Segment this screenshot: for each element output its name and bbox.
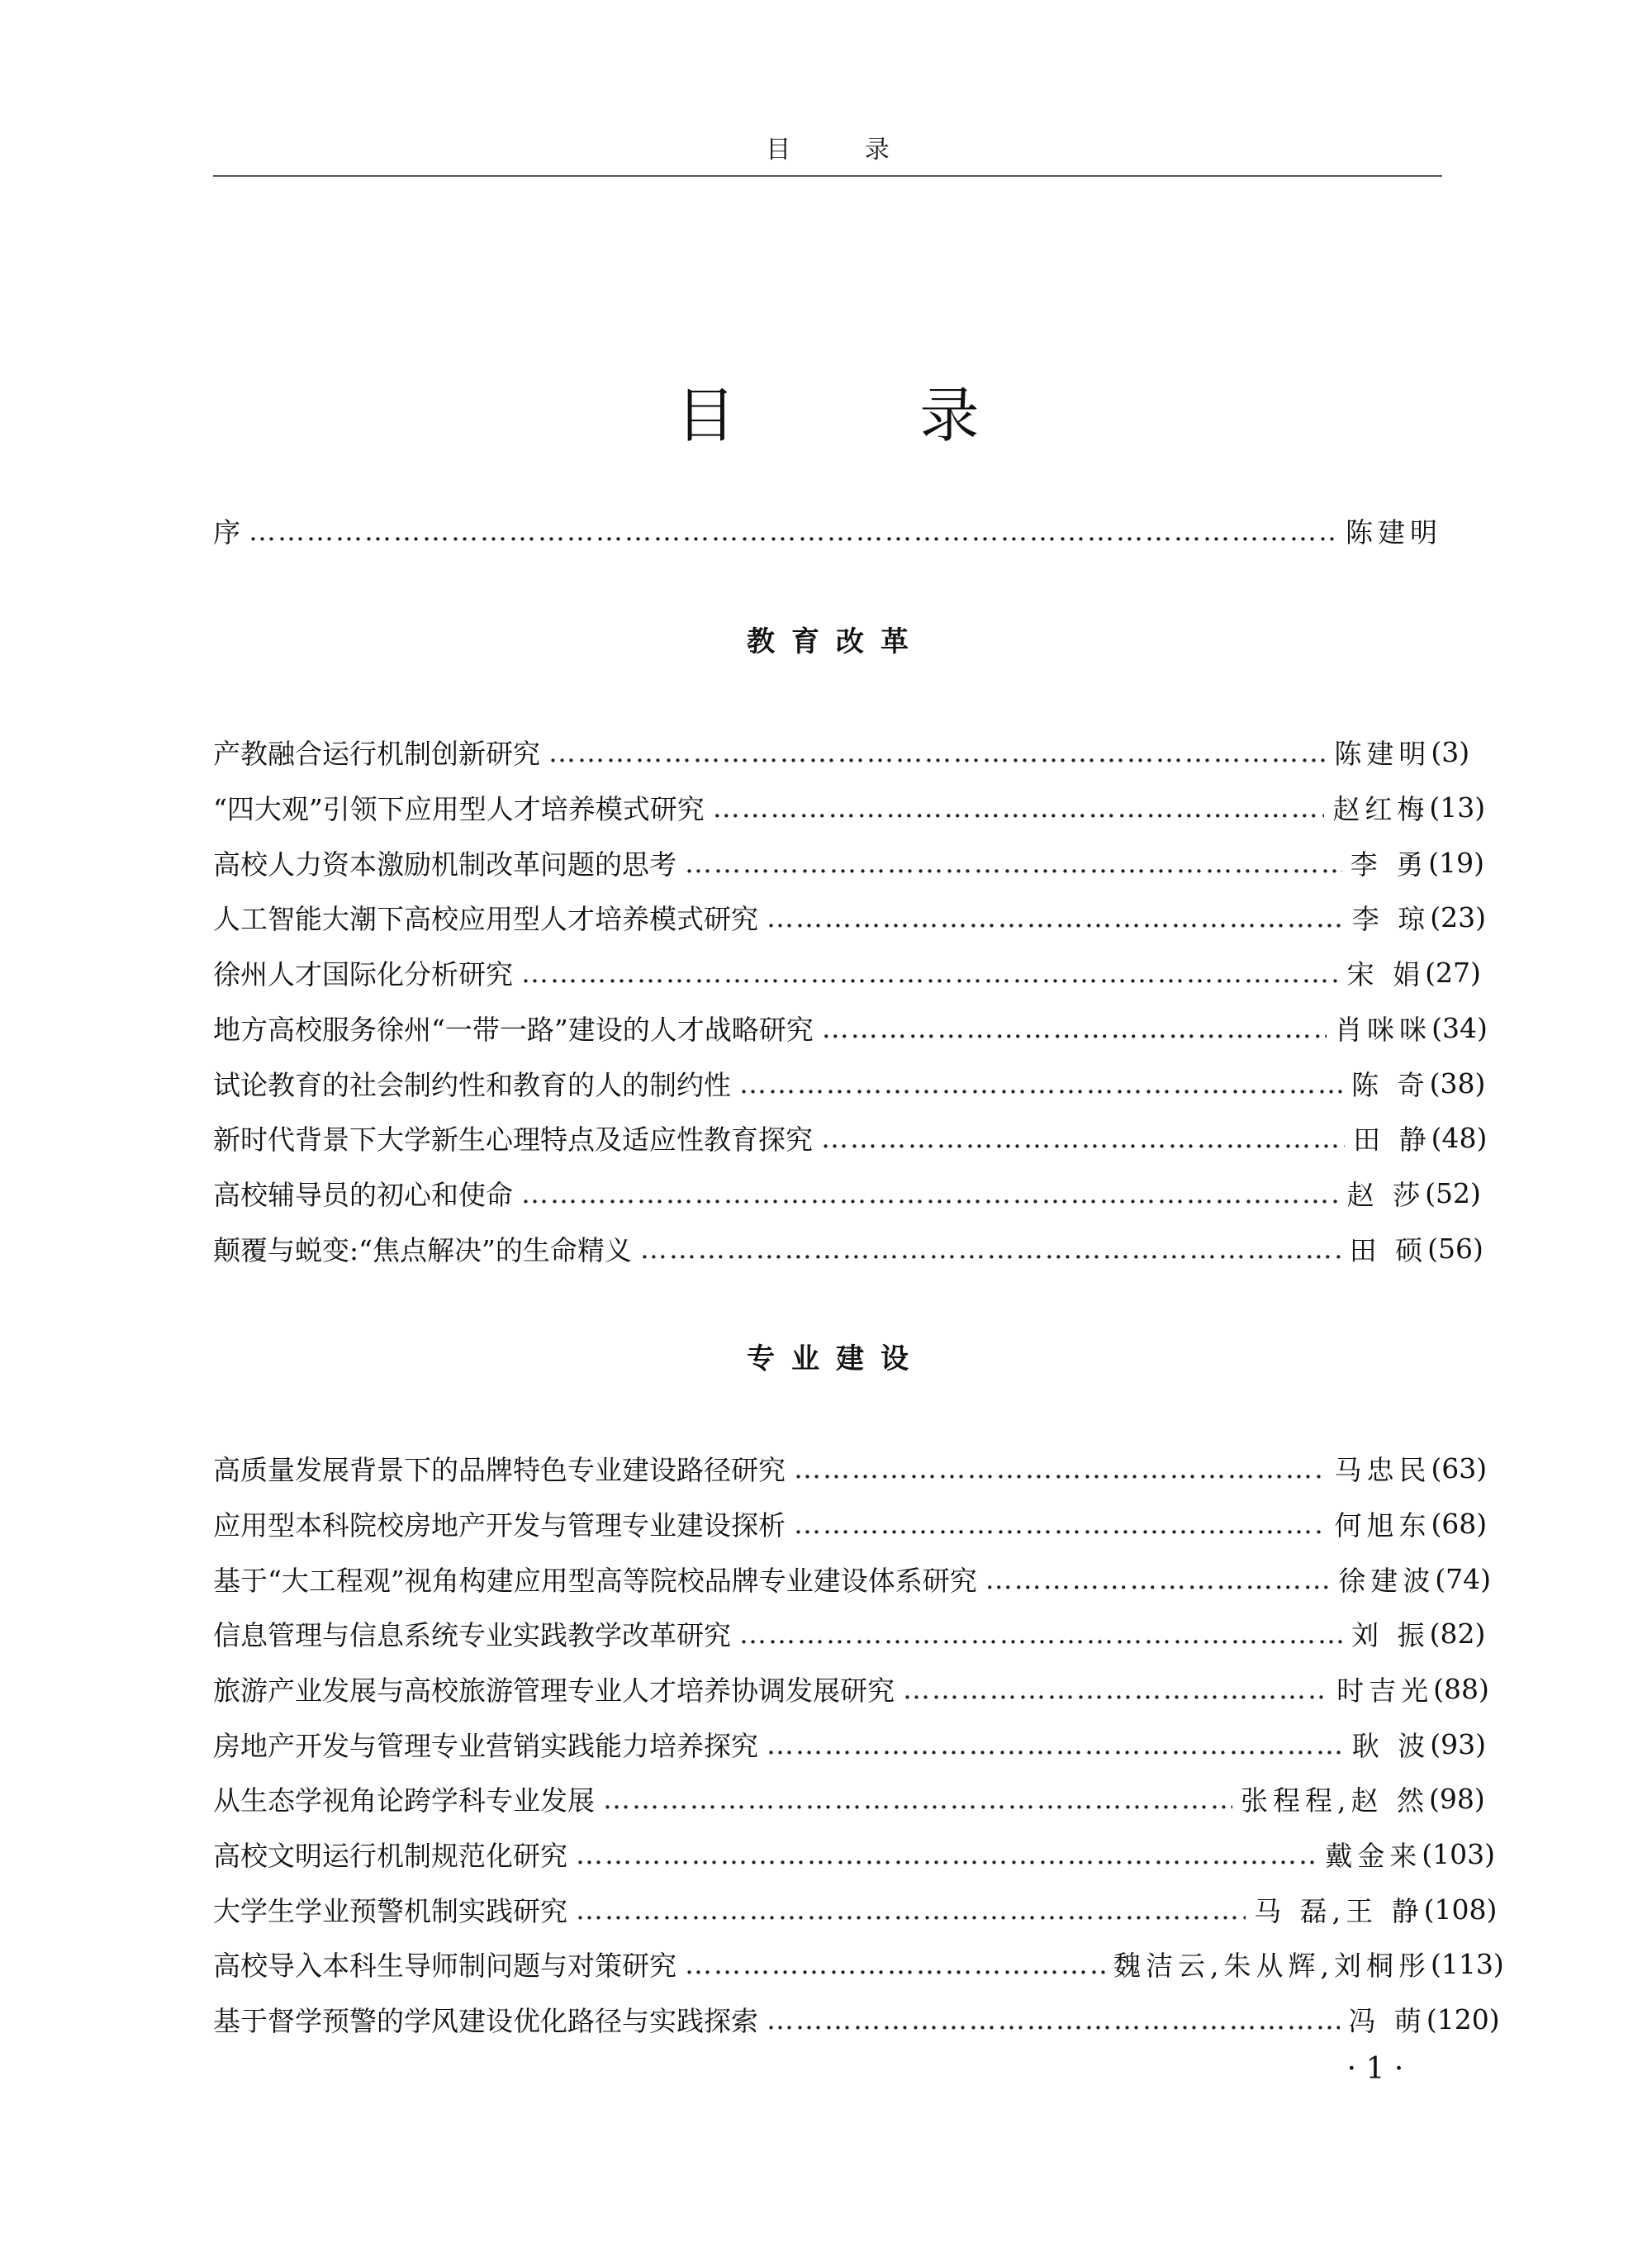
toc-entry-title: 新时代背景下大学新生心理特点及适应性教育探究 — [213, 1123, 813, 1156]
toc-entry[interactable] — [213, 1228, 1483, 1269]
toc-entry[interactable] — [213, 1723, 1487, 1765]
toc-entry-author: 马忠民 — [1334, 1453, 1431, 1486]
toc-entry-title: 房地产开发与管理专业营销实践能力培养探究 — [213, 1729, 758, 1762]
toc-entry[interactable] — [213, 786, 1486, 828]
toc-entry[interactable] — [213, 1447, 1488, 1489]
toc-entry-page: (19) — [1428, 846, 1484, 879]
leader-dots — [576, 1893, 1246, 1926]
toc-entry[interactable] — [213, 1503, 1488, 1544]
running-head: 目 录 — [766, 135, 923, 164]
toc-entry-page: (82) — [1429, 1617, 1486, 1650]
toc-entry-page: (27) — [1425, 956, 1481, 989]
page-number: · 1 · — [1346, 2052, 1404, 2086]
toc-entry-page: (3) — [1431, 735, 1470, 768]
toc-entry-title: 序 — [213, 515, 240, 549]
toc-entry-title: 应用型本科院校房地产开发与管理专业建设探析 — [213, 1508, 786, 1542]
leader-dots — [794, 1452, 1326, 1485]
toc-entry-author: 宋 娟 — [1346, 957, 1426, 990]
toc-entry[interactable] — [213, 1172, 1481, 1214]
toc-entry-title: 基于督学预警的学风建设优化路径与实践探索 — [213, 2004, 758, 2037]
toc-entry-title: 高校辅导员的初心和使命 — [213, 1178, 513, 1211]
leader-dots — [821, 1122, 1345, 1154]
toc-entry[interactable] — [213, 952, 1481, 993]
toc-entry-author: 戴金来 — [1325, 1839, 1422, 1872]
toc-entry-author: 时吉光 — [1336, 1674, 1434, 1707]
toc-entry-author: 耿 波 — [1351, 1729, 1431, 1762]
toc-entry-title: 高校导入本科生导师制问题与对策研究 — [213, 1949, 676, 1982]
leader-dots — [640, 1233, 1341, 1265]
toc-entry-author: 刘 振 — [1351, 1618, 1430, 1651]
toc-entry-page: (52) — [1425, 1176, 1481, 1209]
toc-entry-title: 试论教育的社会制约性和教育的人的制约性 — [213, 1068, 731, 1101]
page-title: 目 录 — [676, 381, 1062, 450]
toc-entry-author: 马 磊,王 静 — [1254, 1894, 1424, 1927]
toc-entry-page: (74) — [1435, 1562, 1491, 1595]
toc-entry[interactable] — [213, 1833, 1496, 1874]
toc-entry-page: (63) — [1431, 1451, 1488, 1485]
toc-entry-page: (38) — [1429, 1066, 1486, 1100]
toc-entry-author: 何旭东 — [1334, 1508, 1431, 1542]
leader-dots — [521, 1177, 1339, 1209]
leader-dots — [739, 1618, 1343, 1650]
toc-entry[interactable] — [213, 1558, 1491, 1599]
toc-entry-page: (113) — [1430, 1947, 1504, 1980]
toc-entry-title: 地方高校服务徐州“一带一路”建设的人才战略研究 — [213, 1013, 814, 1046]
toc-entry-page: (120) — [1426, 2002, 1500, 2036]
toc-entry-author: 肖咪咪 — [1335, 1013, 1432, 1046]
toc-entry-author: 赵 莎 — [1346, 1178, 1426, 1211]
toc-entry-author: 徐建波 — [1338, 1564, 1436, 1597]
toc-entry[interactable] — [213, 1888, 1498, 1930]
toc-entry[interactable] — [213, 1668, 1489, 1709]
toc-entry-author: 陈建明 — [1334, 737, 1431, 770]
toc-entry-title: “四大观”引领下应用型人才培养模式研究 — [213, 792, 705, 825]
leader-dots — [739, 1067, 1343, 1100]
leader-dots — [685, 1948, 1105, 1980]
leader-dots — [521, 957, 1339, 989]
toc-entry-page: (34) — [1431, 1011, 1488, 1044]
toc-entry-title: 高校文明运行机制规范化研究 — [213, 1839, 567, 1872]
leader-dots — [713, 791, 1325, 824]
leader-dots — [985, 1563, 1330, 1595]
toc-entry-page: (68) — [1431, 1507, 1488, 1540]
toc-entry-author: 陈建明 — [1346, 515, 1442, 549]
toc-entry[interactable] — [213, 842, 1484, 883]
toc-entry-title: 颠覆与蜕变:“焦点解决”的生命精义 — [213, 1233, 632, 1266]
toc-entry-title: 徐州人才国际化分析研究 — [213, 957, 513, 990]
leader-dots — [903, 1673, 1328, 1705]
toc-entry-page: (48) — [1431, 1121, 1488, 1154]
toc-entry-author: 冯 萌 — [1348, 2004, 1427, 2037]
toc-entry-author: 张程程,赵 然 — [1240, 1784, 1429, 1817]
header-rule — [213, 175, 1442, 177]
toc-entry[interactable] — [213, 1613, 1486, 1654]
leader-dots — [822, 1012, 1327, 1044]
toc-entry-page: (98) — [1428, 1782, 1485, 1815]
toc-entry-author: 赵红梅 — [1332, 792, 1430, 825]
toc-entry-page: (88) — [1433, 1672, 1489, 1705]
toc-entry-title: 人工智能大潮下高校应用型人才培养模式研究 — [213, 902, 758, 935]
toc-entry-title: 信息管理与信息系统专业实践教学改革研究 — [213, 1618, 731, 1651]
toc-entry-author: 陈 奇 — [1351, 1068, 1430, 1101]
toc-entry-author: 田 静 — [1353, 1123, 1431, 1156]
toc-entry-author: 魏洁云,朱从辉,刘桐彤 — [1113, 1949, 1431, 1982]
toc-entry[interactable] — [213, 1117, 1488, 1158]
leader-dots — [767, 1728, 1344, 1760]
leader-dots — [548, 736, 1326, 768]
toc-entry[interactable] — [213, 731, 1470, 772]
toc-entry-page: (108) — [1423, 1893, 1498, 1926]
toc-entry-page: (103) — [1422, 1837, 1496, 1870]
leader-dots — [576, 1838, 1317, 1870]
toc-entry-title: 从生态学视角论跨学科专业发展 — [213, 1784, 595, 1817]
toc-entry[interactable] — [213, 1062, 1486, 1104]
leader-dots — [603, 1783, 1232, 1815]
toc-entry[interactable] — [213, 1998, 1500, 2040]
toc-entry-title: 基于“大工程观”视角构建应用型高等院校品牌专业建设体系研究 — [213, 1564, 977, 1597]
toc-entry-title: 大学生学业预警机制实践研究 — [213, 1894, 567, 1927]
leader-dots — [685, 847, 1342, 879]
toc-entry-page: (13) — [1429, 791, 1486, 824]
section-title-education-reform: 教育改革 — [747, 625, 925, 658]
toc-entry[interactable] — [213, 896, 1487, 938]
toc-entry-author: 李 琼 — [1351, 902, 1431, 935]
section-title-major-construction: 专业建设 — [747, 1342, 925, 1375]
leader-dots — [767, 2003, 1340, 2036]
leader-dots — [794, 1508, 1326, 1540]
leader-dots — [767, 901, 1344, 933]
toc-entry-title: 高校人力资本激励机制改革问题的思考 — [213, 848, 676, 881]
toc-entry[interactable] — [213, 1778, 1485, 1819]
leader-dots — [249, 515, 1337, 547]
toc-entry-title: 产教融合运行机制创新研究 — [213, 737, 540, 770]
toc-entry-title: 旅游产业发展与高校旅游管理专业人才培养协调发展研究 — [213, 1674, 895, 1707]
toc-entry-title: 高质量发展背景下的品牌特色专业建设路径研究 — [213, 1453, 786, 1486]
toc-entry-preface[interactable] — [213, 510, 1442, 551]
toc-entry[interactable] — [213, 1007, 1488, 1048]
toc-entry-page: (93) — [1430, 1727, 1487, 1760]
toc-entry-author: 李 勇 — [1350, 848, 1429, 881]
toc-entry-page: (23) — [1430, 900, 1487, 933]
toc-entry-author: 田 硕 — [1349, 1233, 1428, 1266]
toc-entry-page: (56) — [1427, 1232, 1483, 1265]
toc-entry[interactable] — [213, 1943, 1504, 1984]
